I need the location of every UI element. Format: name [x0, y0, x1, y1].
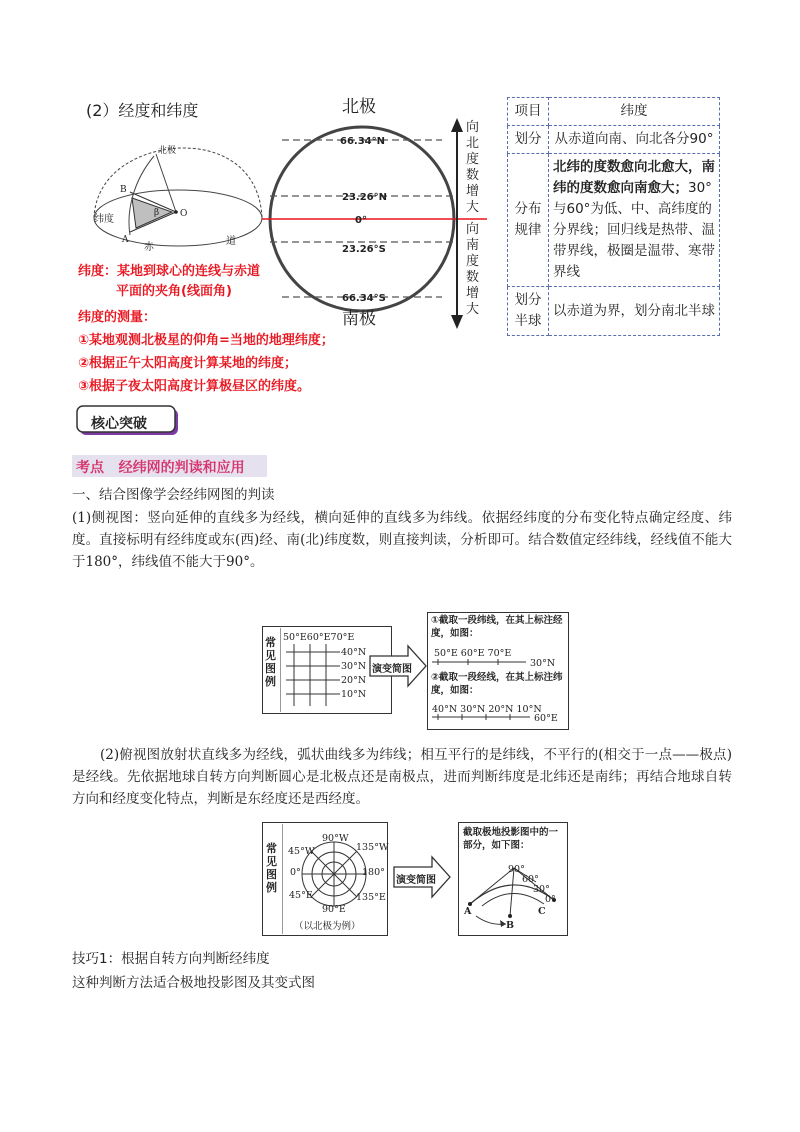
globe-line-2326n: 23.26°N [342, 192, 387, 203]
diagram2-r-60: 60° [522, 874, 539, 885]
kaodian-title: 考点 经纬网的判读和应用 [76, 460, 245, 476]
diagram1-r1-end: 30°N [530, 658, 556, 669]
globe-line-6634n: 66.34°N [340, 136, 385, 147]
paragraph-3: (2)俯视图放射状直线多为经线，弧状曲线多为纬线；相互平行的是纬线，不平行的(相交于一点——极点)是经线。先依据地球自转方向判断圆心是北极点还是南极点，进而判断纬度是北纬还是南纬；再结合地球自转方向和经度变化特点，判断是东经度还是西经度。 [72, 747, 732, 807]
diagram2-lbl-180: 180° [362, 867, 385, 878]
diagram1-r2-text: ②截取一段经线，在其上标注纬度，如图： [431, 672, 563, 696]
diagram2-r-90: 90° [508, 864, 525, 875]
table-row-distribution-label: 分布规律 [508, 154, 549, 287]
table-row-hemisphere-label: 划分半球 [508, 287, 549, 336]
sphere-beta: β [154, 208, 160, 218]
core-badge-text: 核心突破 [91, 416, 147, 432]
diagram2-lbl-135w: 135°W [356, 842, 389, 853]
lat-measure-title: 纬度的测量： [78, 310, 157, 325]
table-row-hemisphere-value: 以赤道为界，划分南北半球 [549, 287, 720, 336]
diagram2-lbl-90e: 90°E [322, 904, 346, 915]
diagram2-r-30: 30° [533, 884, 550, 895]
north-arrow-text: 向北度数增大 [466, 120, 480, 215]
table-row-division-value: 从赤道向南、向北各分90° [549, 126, 720, 154]
south-arrow-text: 向南度数增大 [466, 222, 480, 317]
diagram1-side-label: 常见图例 [265, 636, 276, 688]
diagram2-side-label: 常见图例 [266, 842, 277, 894]
diagram2-r-text: 截取极地投影图中的一部分，如下图： [463, 827, 559, 851]
globe-line-2326s: 23.26°S [342, 244, 386, 255]
sphere-north-label: 北极 [158, 146, 177, 156]
sphere-equator-left: 赤 [144, 242, 154, 253]
diagram2-r-a: A [464, 906, 472, 917]
diagram1-label-10n: 10°N [341, 689, 367, 700]
sphere-point-o: O [180, 209, 188, 219]
diagram1-label-40n: 40°N [341, 647, 367, 658]
distribution-bold: 北纬的度数愈向北愈大，南纬的度数愈向南愈大； [553, 159, 715, 196]
diagram1-arrow-text: 演变简图 [372, 664, 412, 675]
table-header-value: 纬度 [549, 98, 720, 126]
sphere-lat-label: 纬度 [94, 214, 114, 225]
globe-line-0: 0° [355, 215, 367, 226]
diagram1-r1-line [432, 658, 528, 666]
tip-1-title: 技巧1：根据自转方向判断经纬度 [72, 951, 270, 967]
table-header-item: 项目 [508, 98, 549, 126]
diagram2-lbl-135e: 135°E [356, 892, 386, 903]
table-row-division-label: 划分 [508, 126, 549, 154]
diagram1-label-30n: 30°N [341, 661, 367, 672]
diagram1-r2-line [432, 713, 532, 721]
sphere-point-b: B [120, 185, 127, 195]
sphere-equator-right: 道 [226, 236, 236, 247]
diagram2-lbl-90w: 90°W [322, 833, 349, 844]
tip-1-desc: 这种判断方法适合极地投影图及其变式图 [72, 975, 315, 991]
globe-line-6634s: 66.34°S [342, 293, 386, 304]
diagram1-label-20n: 20°N [341, 675, 367, 686]
distribution-rest: 30°与60°为低、中、高纬度的分界线；回归线是热带、温带界线，极圈是温带、寒带界线 [553, 180, 715, 280]
sphere-point-a: A [122, 235, 129, 245]
diagram2-r-0: 0° [545, 894, 556, 905]
latitude-table [507, 97, 720, 336]
lat-measure-3: ③根据子夜太阳高度计算极昼区的纬度。 [78, 379, 311, 394]
diagram1-r2-end: 60°E [534, 713, 558, 724]
diagram2-lbl-45e: 45°E [289, 890, 313, 901]
diagram2-caption: （以北极为例） [294, 921, 361, 932]
diagram1-r1-scale: 50°E 60°E 70°E [434, 648, 512, 659]
lat-measure-1: ①某地观测北极星的仰角=当地的地理纬度； [78, 333, 334, 348]
lat-measure-2: ②根据正午太阳高度计算某地的纬度； [78, 356, 298, 371]
section-heading: (2）经度和纬度 [86, 101, 199, 120]
diagram1-r1-text: ①截取一段纬线，在其上标注经度，如图： [431, 615, 563, 639]
diagram2-lbl-0: 0° [290, 867, 301, 878]
diagram1-r2-scale: 40°N 30°N 20°N 10°N [432, 704, 542, 715]
diagram2-arrow-text: 演变简图 [396, 875, 436, 886]
globe-north-pole: 北极 [342, 97, 376, 117]
table-row-distribution-value [549, 154, 720, 287]
diagram1-top-labels: 50°E60°E70°E [283, 632, 355, 643]
diagram2-r-c: C [538, 906, 546, 917]
lat-def-line2: 平面的夹角(线面角) [116, 284, 232, 299]
paragraph-1: 一、结合图像学会经纬网图的判读 [72, 487, 275, 503]
latitude-sphere-diagram [84, 140, 274, 255]
diagram2-r-b: B [506, 920, 515, 931]
globe-south-pole: 南极 [342, 309, 376, 329]
diagram2-lbl-45w: 45°W [288, 846, 315, 857]
lat-def-line1: 纬度：某地到球心的连线与赤道 [78, 264, 261, 279]
paragraph-2: (1)侧视图：竖向延伸的直线多为经线，横向延伸的直线多为纬线。依据经纬度的分布变化特点确定经度、纬度。直接标明有经纬度或东(西)经、南(北)纬度数，则直接判读，分析即可。结合数值定经纬线，经线值不能大于180°，纬线值不能大于90°。 [72, 510, 732, 570]
